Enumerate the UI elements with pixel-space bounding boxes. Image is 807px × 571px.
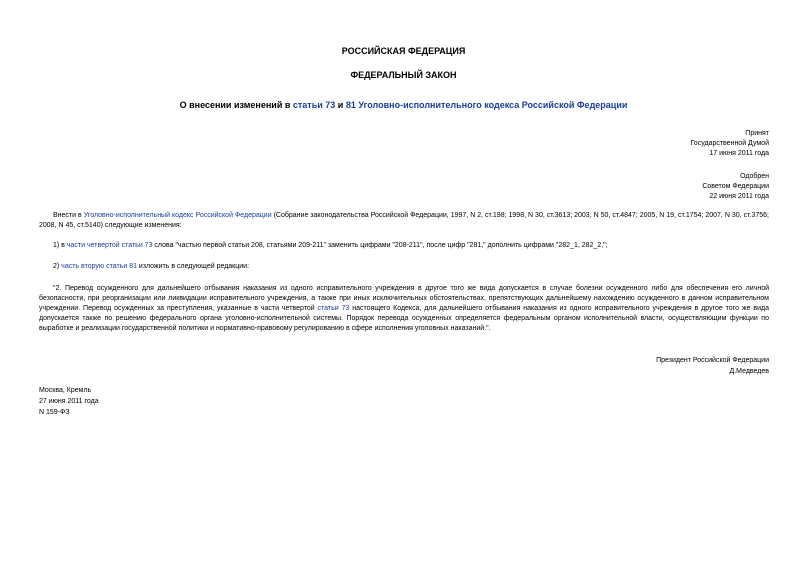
- intro-link-code[interactable]: Уголовно-исполнительный кодекс Российской Федерации: [83, 212, 272, 219]
- accepted-label: Принят: [745, 130, 769, 137]
- item1-link[interactable]: части четвертой статьи 73: [66, 242, 153, 249]
- law-type-heading: ФЕДЕРАЛЬНЫЙ ЗАКОН: [350, 70, 457, 80]
- title-link-article-73[interactable]: статьи 73: [292, 100, 336, 110]
- law-title: [0, 100, 807, 110]
- law-number: N 159-ФЗ: [39, 409, 70, 416]
- signer-title: Президент Российской Федерации: [656, 357, 769, 364]
- approved-block: [702, 172, 769, 202]
- title-text-start: О внесении изменений в: [179, 100, 293, 110]
- title-text-and: и: [335, 100, 346, 110]
- signature-block: [656, 355, 769, 377]
- quote-link-article-73[interactable]: статьи 73: [317, 305, 350, 312]
- place-date-block: [39, 385, 99, 418]
- item2-text-start: 2): [53, 263, 62, 270]
- approved-body: Советом Федерации: [702, 183, 769, 190]
- amendment-item-1: [39, 241, 769, 251]
- intro-text-end: (Собрание законодательства Российской Федерации, 1997, N 2, ст.198; 1998, N 30, ст.3613; 2003, N 50, ст.4847; 2005, N 19, ст.1754; 2007, N 30, ст.3756; 2008, N 45, ст.5140) следующие изменения:: [39, 212, 769, 229]
- intro-paragraph: [39, 211, 769, 231]
- item2-text-end: изложить в следующей редакции:: [136, 263, 250, 270]
- amendment-item-2: [39, 262, 769, 272]
- signing-place: Москва, Кремль: [39, 387, 92, 394]
- title-link-article-81[interactable]: 81 Уголовно-исполнительного кодекса Российской Федерации: [345, 100, 628, 110]
- accepted-date: 17 июня 2011 года: [709, 150, 769, 157]
- accepted-block: [690, 129, 769, 159]
- item2-link[interactable]: часть вторую статьи 81: [61, 263, 137, 270]
- item1-text-end: слова "частью первой статьи 208, статьями 209-211" заменить цифрами "208-211", после цифр "281," дополнить цифрами "282_1, 282_2,";: [152, 242, 608, 249]
- signing-date: 27 июня 2011 года: [39, 398, 99, 405]
- item1-text-start: 1) в: [53, 242, 67, 249]
- new-wording-paragraph: [39, 284, 769, 334]
- signer-name: Д.Медведев: [729, 368, 769, 375]
- approved-label: Одобрен: [740, 173, 769, 180]
- intro-text-start: Внести в: [53, 212, 84, 219]
- quote-text-end: настоящего Кодекса, для дальнейшего отбывания наказания из одного исправительного учреждения в другое того же вида допускается также по решению федерального органа уголовно-исполнительной системы. Порядок перевода осужденных определяется федеральным органом исполнительной власти, осуществляющим функции по выработке и реализации государственной политики и нормативно-правовому регулированию в сфере исполнения уголовных наказаний.".: [39, 305, 769, 332]
- accepted-body: Государственной Думой: [690, 140, 769, 147]
- quote-text-start: "2. Перевод осужденного для дальнейшего отбывания наказания из одного исправительного учреждения в другое того же вида допускается в случае болезни осужденного либо для обеспечения его личной безопасности, при реорганизации или ликвидации исправительного учреждения, а также при иных исключительных обстоятельствах, препятствующих дальнейшему нахождению осужденного в данном исправительном учреждении. Перевод осужденных за преступления, указанные в части четвертой: [39, 285, 769, 312]
- country-heading: РОССИЙСКАЯ ФЕДЕРАЦИЯ: [341, 46, 466, 56]
- approved-date: 22 июня 2011 года: [709, 193, 769, 200]
